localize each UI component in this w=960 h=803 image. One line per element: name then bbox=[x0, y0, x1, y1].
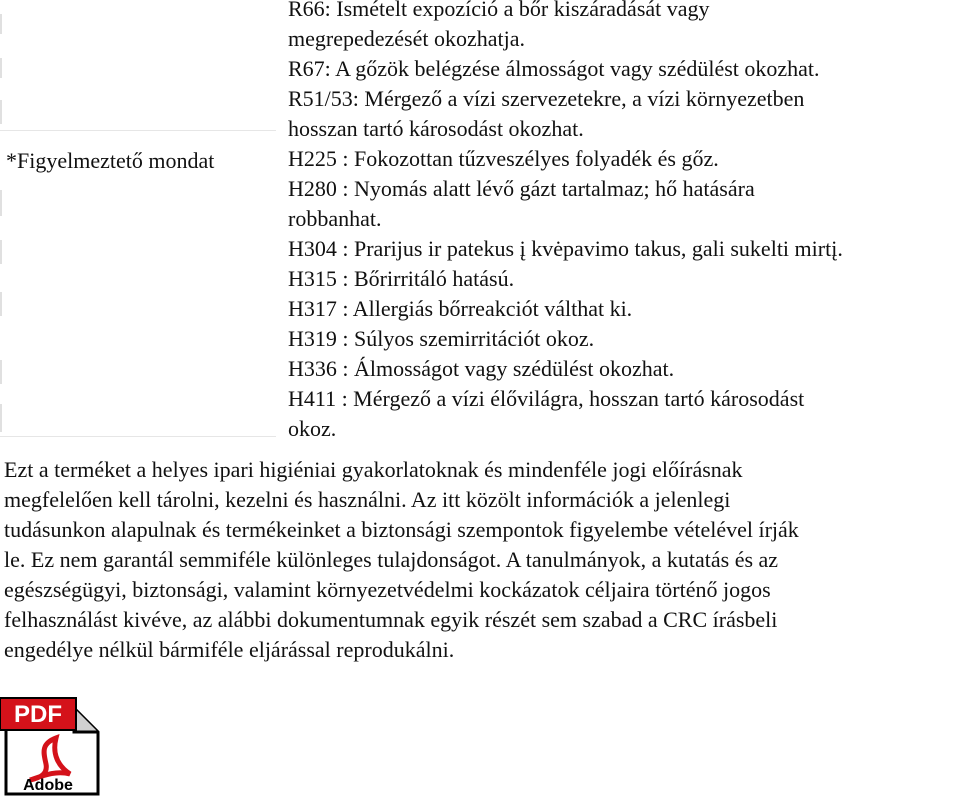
disclaimer-line: megfelelően kell tárolni, kezelni és használni. Az itt közölt információk a jelenlegi bbox=[4, 487, 731, 512]
hazard-phrase-line: H336 : Álmosságot vagy szédülést okozhat. bbox=[288, 356, 675, 381]
hazard-phrase-line: H304 : Prarijus ir patekus į kvėpavimo takus, gali sukelti mirtį. bbox=[288, 236, 843, 261]
hazard-phrase-line: okoz. bbox=[288, 416, 337, 441]
cell-border bbox=[0, 404, 2, 432]
disclaimer-line: le. Ez nem garantál semmiféle különleges tulajdonságot. A tanulmányok, a kutatás és az bbox=[4, 547, 779, 572]
warning-statement-label: *Figyelmeztető mondat bbox=[6, 148, 215, 173]
pdf-badge-text: PDF bbox=[14, 701, 62, 728]
hazard-phrase-line: H411 : Mérgező a vízi élővilágra, hosszan tartó károsodást bbox=[288, 386, 805, 411]
hazard-phrase-line: R67: A gőzök belégzése álmosságot vagy szédülést okozhat. bbox=[288, 56, 820, 81]
hazard-phrase-line: H319 : Súlyos szemirritációt okoz. bbox=[288, 326, 595, 351]
hazard-phrase-line: H225 : Fokozottan tűzveszélyes folyadék és gőz. bbox=[288, 146, 719, 171]
hazard-phrase-line: R66: Ismételt expozíció a bőr kiszáradását vagy bbox=[288, 0, 710, 21]
adobe-brand-text: Adobe bbox=[23, 777, 73, 794]
hazard-table-label-column bbox=[0, 0, 276, 440]
hazard-phrase-line: H315 : Bőrirritáló hatású. bbox=[288, 266, 515, 291]
disclaimer-paragraph bbox=[4, 455, 960, 665]
row-divider bbox=[0, 436, 276, 437]
hazard-phrase-line: hosszan tartó károsodást okozhat. bbox=[288, 116, 584, 141]
hazard-phrase-line: H280 : Nyomás alatt lévő gázt tartalmaz; hő hatására bbox=[288, 176, 755, 201]
cell-border bbox=[0, 360, 2, 384]
cell-border bbox=[0, 240, 2, 264]
hazard-phrase-line: R51/53: Mérgező a vízi szervezetekre, a vízi környezetben bbox=[288, 86, 805, 111]
disclaimer-line: egészségügyi, biztonsági, valamint környezetvédelmi kockázatok céljaira történő jogos bbox=[4, 577, 771, 602]
row-divider bbox=[0, 130, 276, 131]
hazard-phrases-list bbox=[288, 0, 960, 444]
cell-border bbox=[0, 190, 2, 216]
cell-border bbox=[0, 58, 2, 78]
cell-border bbox=[0, 292, 2, 316]
disclaimer-line: tudásunkon alapulnak és termékeinket a biztonsági szempontok figyelembe vételével írják bbox=[4, 517, 799, 542]
pdf-download-icon[interactable] bbox=[0, 694, 104, 798]
hazard-phrase-line: H317 : Allergiás bőrreakciót válthat ki. bbox=[288, 296, 633, 321]
disclaimer-line: Ezt a terméket a helyes ipari higiéniai gyakorlatoknak és mindenféle jogi előírásnak bbox=[4, 457, 743, 482]
disclaimer-line: felhasználást kivéve, az alábbi dokumentumnak egyik részét sem szabad a CRC írásbeli bbox=[4, 607, 778, 632]
disclaimer-line: engedélye nélkül bármiféle eljárással reprodukálni. bbox=[4, 637, 455, 662]
cell-border bbox=[0, 14, 2, 34]
hazard-phrase-line: megrepedezését okozhatja. bbox=[288, 26, 525, 51]
hazard-phrase-line: robbanhat. bbox=[288, 206, 382, 231]
adobe-pdf-icon bbox=[0, 694, 104, 798]
cell-border bbox=[0, 100, 2, 124]
